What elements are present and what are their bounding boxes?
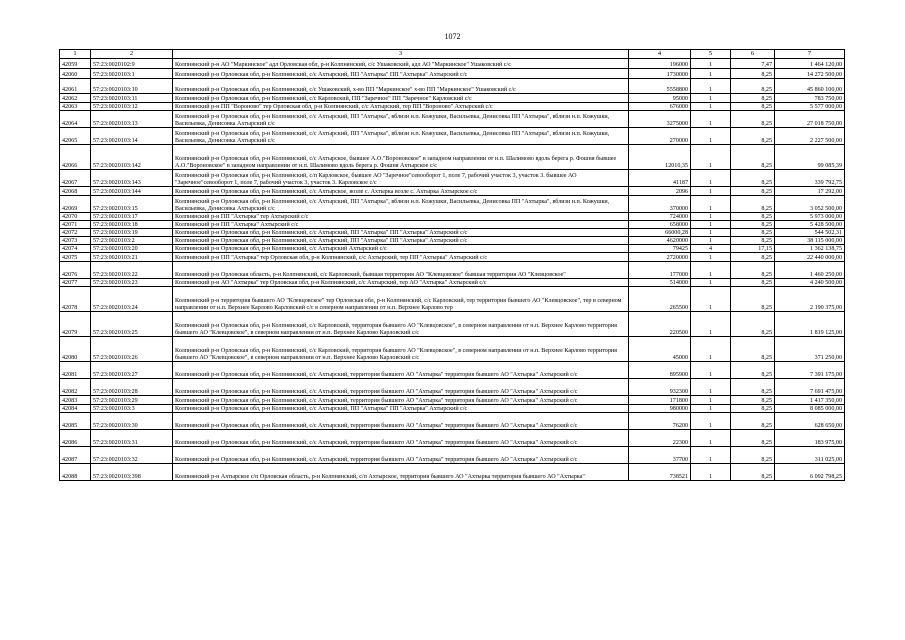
cadastral-number: 57:23:0020103:29	[91, 396, 173, 405]
rate-value: 8,25	[731, 362, 775, 379]
location-description: Колпнянский р-н ПП "Ахтырка" тер Ахтырский с/с	[173, 213, 629, 221]
cadastral-value: 544 502,31	[775, 229, 845, 237]
area-value: 3275000	[629, 111, 691, 128]
location-description: Колпнянский р-н Ахтырское с/п Орловская область, р-н Колпнянский, с/п Ахтырское, территория бывшего АО "Ахтырка территория бывшего АО "Ахтырка"	[173, 464, 629, 481]
table-row	[60, 362, 845, 379]
area-value: 79425	[629, 245, 691, 253]
rate-value: 8,25	[731, 396, 775, 405]
area-value: 95000	[629, 94, 691, 103]
rate-value: 8,25	[731, 221, 775, 229]
header-cell-2: 2	[91, 50, 173, 59]
coefficient: 1	[691, 262, 731, 279]
area-value: 196000	[629, 59, 691, 69]
table-row	[60, 253, 845, 262]
location-description: Колпнянский р-н АО "Маркинское" адл Орловская обл, р-н Колпнянский, с/с Ушаковский, адл АО "Маркинское" Ушаковский с/с	[173, 59, 629, 69]
row-number: 42085	[60, 413, 91, 430]
table-row	[60, 59, 845, 69]
cadastral-value: 27 018 750,00	[775, 111, 845, 128]
rate-value: 8,25	[731, 111, 775, 128]
row-number: 42065	[60, 128, 91, 145]
row-number: 42072	[60, 229, 91, 237]
cadastral-number: 57:23:0020103:398	[91, 464, 173, 481]
cadastral-number: 57:23:0020103:18	[91, 221, 173, 229]
row-number: 42067	[60, 170, 91, 187]
cadastral-value: 311 025,00	[775, 447, 845, 464]
coefficient: 1	[691, 337, 731, 362]
location-description: Колпнянский р-н Орловская обл, р-н Колпнянский, с/с Ахтырский, территория бывшего АО "Ахтырка" территория бывшего АО "Ахтырка" Ахтырский с/с	[173, 430, 629, 447]
coefficient: 1	[691, 464, 731, 481]
table-row	[60, 279, 845, 287]
table-row	[60, 405, 845, 413]
coefficient: 1	[691, 79, 731, 94]
location-description: Колпнянский р-н Орловская область, р-н Колпнянский, с/с Карловский, бывшая территория АО "Клевцовское" бывшая территория АО "Клевцовское"	[173, 262, 629, 279]
area-value: 265500	[629, 287, 691, 312]
cadastral-number: 57:23:0020103:25	[91, 312, 173, 337]
cadastral-number: 57:23:0020103:26	[91, 337, 173, 362]
cadastral-value: 4 240 500,00	[775, 279, 845, 287]
cadastral-number: 57:23:0020103:142	[91, 145, 173, 170]
location-description: Колпнянский р-н Орловская обл, р-н Колпнянский, с/с Ахтырский, территория бывшего АО "Ахтырка" территория бывшего АО "Ахтырка" Ахтырский с/с	[173, 379, 629, 396]
table-row	[60, 237, 845, 245]
table-row	[60, 464, 845, 481]
location-description: Колпнянский р-н Орловская обл, р-н Колпнянский, с/с Ушаковский, х-во ПП "Маркинское" х-во ПП "Маркинское" Ушаковский с/с	[173, 79, 629, 94]
coefficient: 1	[691, 287, 731, 312]
cadastral-value: 7 391 175,00	[775, 362, 845, 379]
rate-value: 8,25	[731, 405, 775, 413]
header-cell-3: 3	[173, 50, 629, 59]
location-description: Колпнянский р-н Орловская обл, р-н Колпнянский, с/с Карловский, ПП "Заречное" ПП "Заречное" Карловский с/с	[173, 94, 629, 103]
cadastral-number: 57:23:0020103:28	[91, 379, 173, 396]
cadastral-number: 57:23:0020103:143	[91, 170, 173, 187]
header-cell-7: 7	[775, 50, 845, 59]
location-description: Колпнянский р-н Орловская обл, р-н Колпнянский, с/с Ахтырский Ахтырский с/с	[173, 245, 629, 253]
location-description: Колпнянский р-н Орловская обл, р-н Колпнянский, с/с Ахтырский, территория бывшего АО "Ахтырка" территория бывшего АО "Ахтырка" Ахтырский с/с	[173, 447, 629, 464]
cadastral-number: 57:23:0020103:20	[91, 245, 173, 253]
table-row	[60, 170, 845, 187]
cadastral-value: 99 085,39	[775, 145, 845, 170]
cadastral-value: 2 227 500,00	[775, 128, 845, 145]
area-value: 270000	[629, 128, 691, 145]
location-description: Колпнянский р-н Орловская обл, р-н Колпнянский, с/с Ахтырский, ПП "Ахтырка" ПП "Ахтырка" Ахтырский с/с	[173, 405, 629, 413]
area-value: 658000	[629, 221, 691, 229]
area-value: 724000	[629, 213, 691, 221]
rate-value: 8,25	[731, 237, 775, 245]
table-row	[60, 69, 845, 79]
cadastral-number: 57:23:0020103:1	[91, 69, 173, 79]
cadastral-number: 57:23:0020103:30	[91, 413, 173, 430]
cadastral-value: 1 417 350,00	[775, 396, 845, 405]
cadastral-value: 6 092 798,25	[775, 464, 845, 481]
cadastral-value: 628 650,00	[775, 413, 845, 430]
row-number: 42062	[60, 94, 91, 103]
cadastral-number: 57:23:0020103:15	[91, 196, 173, 213]
rate-value: 8,25	[731, 464, 775, 481]
table-row	[60, 447, 845, 464]
area-value: 932300	[629, 379, 691, 396]
area-value: 2720000	[629, 253, 691, 262]
rate-value: 8,25	[731, 312, 775, 337]
coefficient: 1	[691, 128, 731, 145]
coefficient: 1	[691, 237, 731, 245]
table-row	[60, 413, 845, 430]
row-number: 42063	[60, 103, 91, 111]
coefficient: 1	[691, 59, 731, 69]
header-cell-4: 4	[629, 50, 691, 59]
coefficient: 4	[691, 245, 731, 253]
row-number: 42076	[60, 262, 91, 279]
coefficient: 1	[691, 413, 731, 430]
cadastral-number: 57:23:0020103:31	[91, 430, 173, 447]
cadastral-number: 57:23:0020102:9	[91, 59, 173, 69]
rate-value: 7,47	[731, 59, 775, 69]
rate-value: 8,25	[731, 103, 775, 111]
coefficient: 1	[691, 187, 731, 196]
coefficient: 1	[691, 405, 731, 413]
header-cell-6: 6	[731, 50, 775, 59]
area-value: 76200	[629, 413, 691, 430]
coefficient: 1	[691, 229, 731, 237]
table-row	[60, 79, 845, 94]
table-row	[60, 287, 845, 312]
coefficient: 1	[691, 312, 731, 337]
table-row	[60, 396, 845, 405]
cadastral-value: 1 460 250,00	[775, 262, 845, 279]
row-number: 42069	[60, 196, 91, 213]
cadastral-number: 57:23:0020103:21	[91, 253, 173, 262]
table-row	[60, 229, 845, 237]
row-number: 42064	[60, 111, 91, 128]
cadastral-value: 5 577 000,00	[775, 103, 845, 111]
area-value: 37700	[629, 447, 691, 464]
rate-value: 8,25	[731, 145, 775, 170]
area-value: 980000	[629, 405, 691, 413]
coefficient: 1	[691, 447, 731, 464]
cadastral-number: 57:23:0020103:23	[91, 279, 173, 287]
location-description: Колпнянский р-н ПП "Ахтырка" Ахтырский с/с	[173, 221, 629, 229]
table-row	[60, 213, 845, 221]
location-description: Колпнянский р-н Орловская обл, р-н Колпнянский, с/п Карловское, бывшее АО "Заречное"севооборот 1, поле 7, рабочий участок 3, участок 3. бывшее АО "Заречное"севооборот 1, поле 7, рабочий участок 3, участок 3. Карловское с/с	[173, 170, 629, 187]
cadastral-value: 5 428 500,00	[775, 221, 845, 229]
header-cell-5: 5	[691, 50, 731, 59]
table-row	[60, 430, 845, 447]
cadastral-number: 57:23:0020103:10	[91, 79, 173, 94]
row-number: 42074	[60, 245, 91, 253]
location-description: Колпнянский р-н Орловская обл, р-н Колпнянский, с/с Ахтырский, ПП "Ахтырка" ПП "Ахтырка" Ахтырский с/с	[173, 69, 629, 79]
rate-value: 8,25	[731, 287, 775, 312]
cadastral-value: 1 464 120,00	[775, 59, 845, 69]
row-number: 42087	[60, 447, 91, 464]
row-number: 42061	[60, 79, 91, 94]
location-description: Колпнянский р-н Орловская обл, р-н Колпнянский, с/с Карловский, территория бывшего АО "Клевцовское", в северном направлении от н.п. Верхнее Карлово территория бывшего АО "Клевцовское", в северном направлении от н.п. Верхнее Карлово Карловский с/с	[173, 312, 629, 337]
row-number: 42073	[60, 237, 91, 245]
cadastral-number: 57:23:0020103:24	[91, 287, 173, 312]
area-value: 220500	[629, 312, 691, 337]
cadastral-value: 5 973 000,00	[775, 213, 845, 221]
cadastral-number: 57:23:0020103:2	[91, 237, 173, 245]
location-description: Колпнянский р-н территория бывшего АО "Клевцовское" тер Орловская обл, р-н Колпнянский, с/с Карловский, тер территория бывшего АО "Клевцовское", тер в северном направлении от н.п. Верхнее Карлово Карловский с/с в северном направлении от н.п. Верхнее Карлово тер	[173, 287, 629, 312]
rate-value: 8,25	[731, 262, 775, 279]
table-row	[60, 94, 845, 103]
coefficient: 1	[691, 430, 731, 447]
table-row	[60, 337, 845, 362]
area-value: 5558800	[629, 79, 691, 94]
row-number: 42082	[60, 379, 91, 396]
cadastral-value: 7 691 475,00	[775, 379, 845, 396]
rate-value: 8,25	[731, 213, 775, 221]
coefficient: 1	[691, 69, 731, 79]
coefficient: 1	[691, 362, 731, 379]
table-row	[60, 128, 845, 145]
cadastral-value: 2 190 375,00	[775, 287, 845, 312]
cadastral-value: 22 440 000,00	[775, 253, 845, 262]
cadastral-number: 57:23:0020103:12	[91, 103, 173, 111]
location-description: Колпнянский р-н ПП "Вороново" тер Орловская обл, р-н Колпнянский, с/с Ахтырский, тер ПП "Вороново" Ахтырский с/с	[173, 103, 629, 111]
table-row	[60, 103, 845, 111]
cadastral-number: 57:23:0020103:32	[91, 447, 173, 464]
rate-value: 8,25	[731, 69, 775, 79]
coefficient: 1	[691, 94, 731, 103]
coefficient: 1	[691, 103, 731, 111]
coefficient: 1	[691, 145, 731, 170]
table-row	[60, 111, 845, 128]
row-number: 42088	[60, 464, 91, 481]
rate-value: 8,25	[731, 253, 775, 262]
location-description: Колпнянский р-н Орловская обл, р-н Колпнянский, с/с Ахтырское, бывшее А.О."Вороновское" в западном направлении от н.п. Шалимово вдоль берега р. Фошня бывшее А.О."Вороновское" в западном направлении от н.п. Шалимово вдоль берега р. Фошня Ахтырское с/с	[173, 145, 629, 170]
rate-value: 8,25	[731, 128, 775, 145]
area-value: 171800	[629, 396, 691, 405]
table-row	[60, 379, 845, 396]
rate-value: 8,25	[731, 430, 775, 447]
location-description: Колпнянский р-н Орловская обл, р-н Колпнянский, с/с Ахтырский, территория бывшего АО "Ахтырка" территория бывшего АО "Ахтырка" Ахтырский с/с	[173, 362, 629, 379]
location-description: Колпнянский р-н Орловская обл, р-н Колпнянский, с/с Ахтырское, возле с. Ахтырка возле с. Ахтырка Ахтырское с/с	[173, 187, 629, 196]
coefficient: 1	[691, 379, 731, 396]
cadastral-table	[59, 49, 845, 481]
row-number: 42086	[60, 430, 91, 447]
row-number: 42060	[60, 69, 91, 79]
cadastral-number: 57:23:0020103:11	[91, 94, 173, 103]
cadastral-value: 339 792,75	[775, 170, 845, 187]
rate-value: 8,25	[731, 94, 775, 103]
row-number: 42059	[60, 59, 91, 69]
table-row	[60, 187, 845, 196]
coefficient: 1	[691, 253, 731, 262]
table-row	[60, 221, 845, 229]
rate-value: 8,25	[731, 229, 775, 237]
row-number: 42083	[60, 396, 91, 405]
location-description: Колпнянский р-н ПП "Ахтырка" тер Орловская обл, р-н Колпнянский, с/с Ахтырский, тер ПП "Ахтырка" Ахтырский с/с	[173, 253, 629, 262]
row-number: 42081	[60, 362, 91, 379]
area-value: 4620000	[629, 237, 691, 245]
cadastral-number: 57:23:0020103:13	[91, 111, 173, 128]
cadastral-value: 38 115 000,00	[775, 237, 845, 245]
cadastral-number: 57:23:0020103:22	[91, 262, 173, 279]
rate-value: 8,25	[731, 379, 775, 396]
area-value: 45000	[629, 337, 691, 362]
area-value: 370000	[629, 196, 691, 213]
cadastral-value: 1 362 138,75	[775, 245, 845, 253]
rate-value: 8,25	[731, 196, 775, 213]
coefficient: 1	[691, 213, 731, 221]
page-number: 1072	[444, 32, 461, 41]
location-description: Колпнянский р-н Орловская обл, р-н Колпнянский, с/с Ахтырский, ПП "Ахтырка", вблизи н.п. Кожушки, Васильевка, Денисовка ПП "Ахтырка", вблизи н.п. Кожушки, Васильевка, Денисовка Ахтырский с/с	[173, 128, 629, 145]
location-description: Колпнянский р-н АО "Ахтырка" тер Орловская обл, р-н Колпнянский, с/с Ахтырский, тер АО "Ахтырка" Ахтырский с/с	[173, 279, 629, 287]
rate-value: 8,25	[731, 413, 775, 430]
table-row	[60, 312, 845, 337]
coefficient: 1	[691, 221, 731, 229]
header-cell-1: 1	[60, 50, 91, 59]
area-value: 738521	[629, 464, 691, 481]
cadastral-value: 3 052 500,00	[775, 196, 845, 213]
table-row	[60, 245, 845, 253]
table-row	[60, 196, 845, 213]
cadastral-value: 783 750,00	[775, 94, 845, 103]
cadastral-value: 183 975,00	[775, 430, 845, 447]
table-row	[60, 262, 845, 279]
cadastral-number: 57:23:0020103:3	[91, 405, 173, 413]
coefficient: 1	[691, 170, 731, 187]
cadastral-number: 57:23:0020103:17	[91, 213, 173, 221]
coefficient: 1	[691, 396, 731, 405]
location-description: Колпнянский р-н Орловская обл, р-н Колпнянский, с/с Карловский, территория бывшего АО "Клевцовское", в северном направлении от н.п. Верхнее Карлово территория бывшего АО "Клевцовское", в северном направлении от н.п. Верхнее Карлово Карловский с/с	[173, 337, 629, 362]
table-row	[60, 145, 845, 170]
row-number: 42078	[60, 287, 91, 312]
cadastral-value: 1 819 125,00	[775, 312, 845, 337]
area-value: 22300	[629, 430, 691, 447]
area-value: 177000	[629, 262, 691, 279]
area-value: 676000	[629, 103, 691, 111]
rate-value: 8,25	[731, 170, 775, 187]
cadastral-value: 371 250,00	[775, 337, 845, 362]
location-description: Колпнянский р-н Орловская обл, р-н Колпнянский, с/с Ахтырский, ПП "Ахтырка" ПП "Ахтырка" Ахтырский с/с	[173, 229, 629, 237]
header-row	[60, 50, 845, 59]
rate-value: 8,25	[731, 187, 775, 196]
cadastral-number: 57:23:0020103:14	[91, 128, 173, 145]
location-description: Колпнянский р-н Орловская обл, р-н Колпнянский, с/с Ахтырский, ПП "Ахтырка", вблизи н.п. Кожушки, Васильевка, Денисовка ПП "Ахтырка", вблизи н.п. Кожушки, Васильевка, Денисовка Ахтырский с/с	[173, 111, 629, 128]
row-number: 42066	[60, 145, 91, 170]
location-description: Колпнянский р-н Орловская обл, р-н Колпнянский, с/с Ахтырский, территория бывшего АО "Ахтырка" территория бывшего АО "Ахтырка" Ахтырский с/с	[173, 413, 629, 430]
cadastral-value: 14 272 500,00	[775, 69, 845, 79]
cadastral-value: 17 292,00	[775, 187, 845, 196]
area-value: 2096	[629, 187, 691, 196]
cadastral-value: 8 085 000,00	[775, 405, 845, 413]
location-description: Колпнянский р-н Орловская обл, р-н Колпнянский, с/с Ахтырский, ПП "Ахтырка", вблизи н.п. Кожушки, Васильевка, Денисовка ПП "Ахтырка", вблизи н.п. Кожушки, Васильевка, Денисовка Ахтырский с/с	[173, 196, 629, 213]
cadastral-number: 57:23:0020103:19	[91, 229, 173, 237]
row-number: 42075	[60, 253, 91, 262]
row-number: 42079	[60, 312, 91, 337]
rate-value: 8,25	[731, 337, 775, 362]
row-number: 42084	[60, 405, 91, 413]
area-value: 66000,28	[629, 229, 691, 237]
cadastral-number: 57:23:0020103:144	[91, 187, 173, 196]
row-number: 42080	[60, 337, 91, 362]
location-description: Колпнянский р-н Орловская обл, р-н Колпнянский, с/с Ахтырский, ПП "Ахтырка" ПП "Ахтырка" Ахтырский с/с	[173, 237, 629, 245]
rate-value: 8,25	[731, 279, 775, 287]
coefficient: 1	[691, 111, 731, 128]
location-description: Колпнянский р-н Орловская обл, р-н Колпнянский, с/с Ахтырский, территория бывшего АО "Ахтырка" территория бывшего АО "Ахтырка" Ахтырский с/с	[173, 396, 629, 405]
row-number: 42070	[60, 213, 91, 221]
area-value: 1730000	[629, 69, 691, 79]
area-value: 41187	[629, 170, 691, 187]
rate-value: 8,25	[731, 79, 775, 94]
coefficient: 1	[691, 196, 731, 213]
area-value: 895900	[629, 362, 691, 379]
cadastral-value: 45 860 100,00	[775, 79, 845, 94]
area-value: 12010,35	[629, 145, 691, 170]
row-number: 42071	[60, 221, 91, 229]
row-number: 42077	[60, 279, 91, 287]
coefficient: 1	[691, 279, 731, 287]
row-number: 42068	[60, 187, 91, 196]
rate-value: 17,15	[731, 245, 775, 253]
cadastral-number: 57:23:0020103:27	[91, 362, 173, 379]
rate-value: 8,25	[731, 447, 775, 464]
area-value: 514000	[629, 279, 691, 287]
